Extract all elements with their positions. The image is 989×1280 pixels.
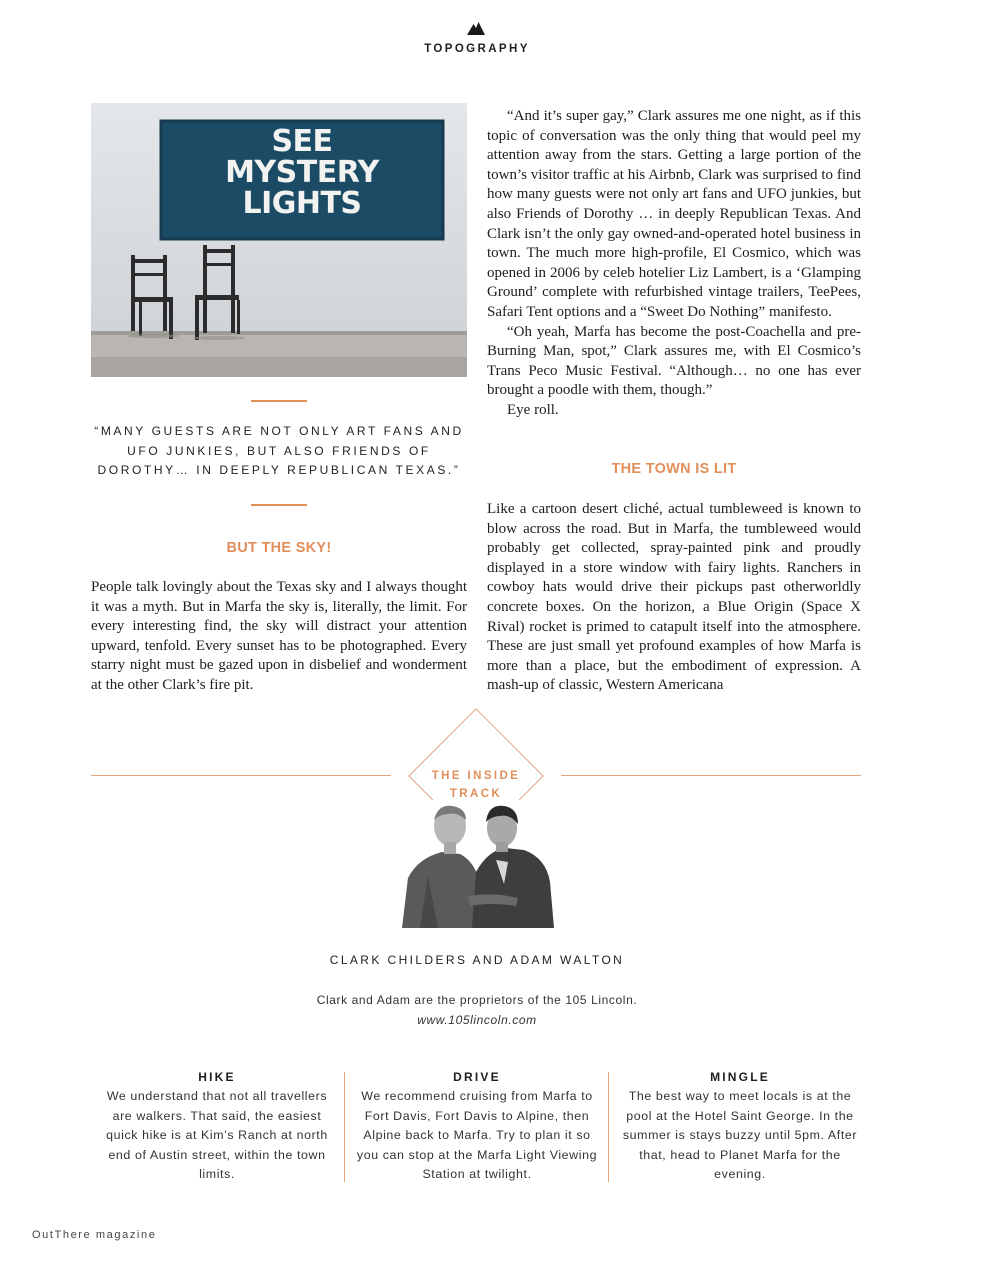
section-label: TOPOGRAPHY — [424, 43, 530, 55]
tip-divider — [344, 1072, 345, 1182]
intro-text: Clark and Adam are the proprietors of the 105 Lincoln. — [316, 993, 638, 1007]
tip-text: We recommend cruising from Marfa to Fort Davis, Fort Davis to Alpine, then Alpine back to Marfa. Try to plan it so you can stop at the Marfa Light Viewing Station at twilight. — [356, 1089, 598, 1182]
sign-line: LIGHTS — [242, 186, 362, 221]
tip-title: MINGLE — [710, 1070, 770, 1084]
right-body-text-top — [487, 107, 861, 421]
right-body-text-bottom — [487, 500, 861, 696]
tip-divider — [608, 1072, 609, 1182]
divider-right — [561, 775, 861, 776]
sign-text — [168, 126, 436, 219]
owners-portrait — [398, 800, 556, 928]
tip-drive — [354, 1068, 600, 1185]
website-link[interactable]: www.105lincoln.com — [417, 1013, 537, 1027]
heading-but-the-sky: BUT THE SKY! — [226, 540, 332, 556]
left-body-text — [91, 578, 467, 696]
paragraph: “Oh yeah, Marfa has become the post-Coachella and pre-Burning Man, spot,” Clark assures me, with El Cosmico’s Trans Peco Music Festival. “Although… no one has ever brought a poodle with them, though.” — [487, 323, 861, 399]
inside-track-title — [418, 767, 534, 803]
tip-text: We understand that not all travellers are walkers. That said, the easiest quick hike is at Kim’s Ranch at north end of Austin street, within the town limits. — [106, 1089, 328, 1182]
tip-title: HIKE — [198, 1070, 236, 1084]
paragraph: People talk lovingly about the Texas sky and I always thought it was a myth. But in Marfa the sky is, literally, the limit. For every interesting find, the sky will distract your attention upward, tenfold. Every sunset has to be photographed. Every starry night must be gazed upon in disbelief and wonderment at the other Clark’s fire pit. — [91, 579, 467, 693]
tip-hike — [96, 1068, 338, 1185]
title-line: THE INSIDE — [431, 770, 521, 782]
owner-names: CLARK CHILDERS AND ADAM WALTON — [329, 953, 625, 967]
pull-quote: “MANY GUESTS ARE NOT ONLY ART FANS AND UFO JUNKIES, BUT ALSO FRIENDS OF DOROTHY… IN DEEPLY REPUBLICAN TEXAS.” — [94, 424, 464, 477]
heading-the-town-is-lit: THE TOWN IS LIT — [611, 461, 737, 477]
tip-mingle — [616, 1068, 864, 1185]
owners-intro — [0, 990, 954, 1030]
title-line: TRACK — [449, 788, 503, 800]
divider-left — [91, 775, 391, 776]
magazine-footer: OutThere magazine — [32, 1229, 157, 1241]
sign-line: MYSTERY — [225, 155, 379, 190]
pullquote-bottom-rule — [251, 504, 307, 506]
paragraph: Eye roll. — [507, 401, 559, 418]
mountain-icon — [467, 22, 485, 35]
paragraph: “And it’s super gay,” Clark assures me one night, as if this topic of conversation was the only thing that would peel my attention away from the stars. Getting a large portion of the town’s visitor traffic at his Airbnb, Clark was surprised to find how many guests were not only art fans and UFO junkies, but also Friends of Dorothy … in deeply Republican Texas. And Clark isn’t the only gay owned-and-operated hotel business in town. The much more high-profile, El Cosmico, which was opened in 2006 by celeb hotelier Liz Lambert, is a ‘Glamping Ground’ complete with refurbished vintage trailers, TeePees, Safari Tent options and a “Sweet Do Nothing” manifesto. — [487, 108, 861, 320]
pullquote-top-rule — [251, 400, 307, 402]
tip-text: The best way to meet locals is at the pool at the Hotel Saint George. In the summer is stays buzzy until 5pm. After that, head to Planet Marfa for the evening. — [622, 1089, 858, 1182]
sign-line: SEE — [271, 124, 333, 159]
paragraph: Like a cartoon desert cliché, actual tumbleweed is known to blow across the road. But in Marfa, the tumbleweed would probably get collected, spray-painted pink and proudly displayed in a store window with fairy lights. Ranchers in cowboy hats would drive their pickups past otherworldly concrete boxes. On the horizon, a Blue Origin (Space X Rival) rocket is primed to catapult itself into the atmosphere. These are just small yet profound examples of how Marfa is more than a place, but the embodiment of expression. A mash-up of classic, Western Americana — [487, 501, 861, 694]
tip-title: DRIVE — [453, 1070, 501, 1084]
